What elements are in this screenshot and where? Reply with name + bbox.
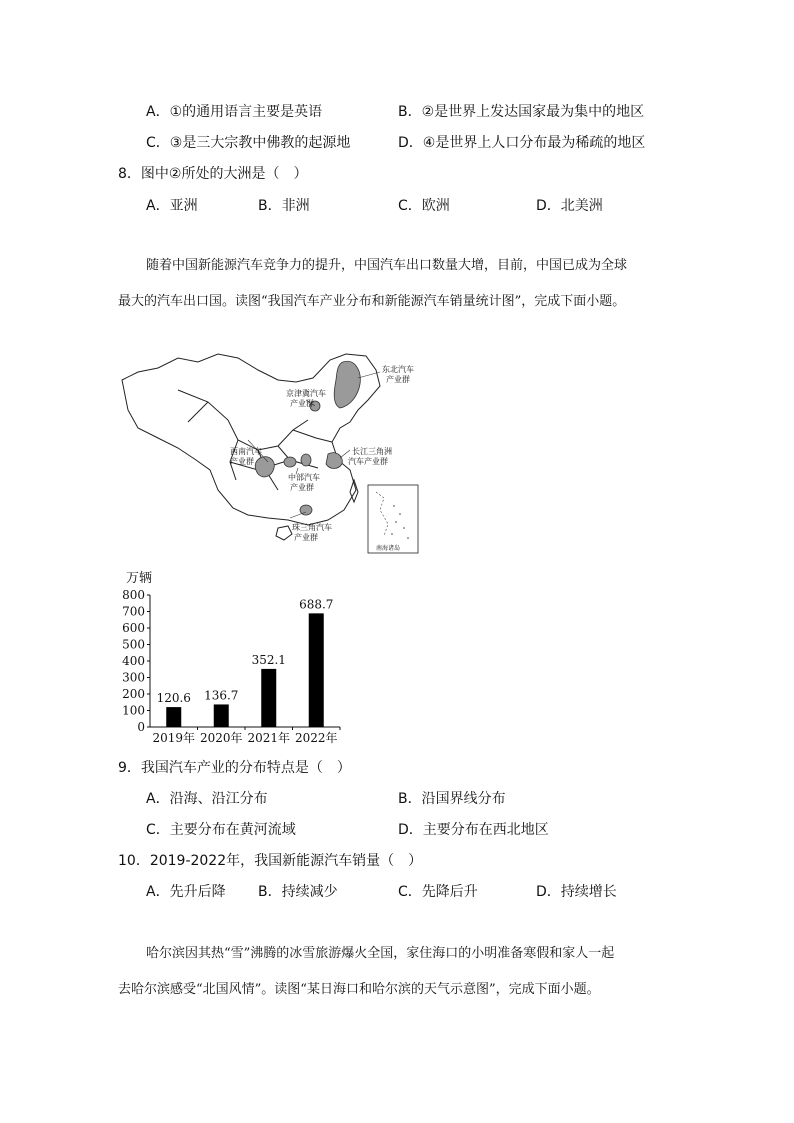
passage-1-line-2: 最大的汽车出口国。读图“我国汽车产业分布和新能源汽车销量统计图”，完成下面小题。: [118, 294, 626, 309]
q7-option-b: B．②是世界上发达国家最为集中的地区: [398, 104, 645, 120]
xinan-cluster: [255, 457, 274, 477]
q7-option-a: A．①的通用语言主要是英语: [146, 104, 323, 120]
q10-option-d: D．持续增长: [536, 884, 617, 900]
q8-option-b: B．非洲: [258, 198, 310, 214]
q8-option-a: A．亚洲: [146, 198, 198, 214]
chart-bars: [166, 613, 324, 727]
map-label-changjiang-1: 长江三角洲: [352, 447, 392, 456]
changjiang-cluster: [326, 453, 342, 469]
hainan-island: [276, 526, 292, 540]
y-tick-label: 700: [122, 604, 145, 619]
y-tick-label: 300: [122, 670, 145, 685]
q7-option-d: D．④是世界上人口分布最为稀疏的地区: [398, 135, 646, 151]
bar-2019年: [166, 707, 181, 727]
bar-value-label: 120.6: [156, 691, 191, 706]
chart-unit-label: 万辆: [126, 571, 153, 586]
x-tick-label: 2021年: [247, 731, 291, 745]
y-tick-label: 100: [122, 703, 145, 718]
bar-value-label: 688.7: [299, 597, 334, 612]
passage-1-line-1: 随着中国新能源汽车竞争力的提升，中国汽车出口数量大增，目前，中国已成为全球: [146, 258, 628, 273]
passage-2: [118, 936, 678, 1008]
map-label-dongbei-1: 东北汽车: [382, 365, 414, 374]
q10-stem: 10．2019-2022年，我国新能源汽车销量（ ）: [118, 853, 423, 869]
map-label-zhusanjiao-2: 产业群: [294, 533, 318, 542]
map-label-dongbei-2: 产业群: [386, 375, 410, 384]
q9-option-d: D．主要分布在西北地区: [398, 822, 549, 838]
q8-stem: 8．图中②所处的大洲是（ ）: [118, 166, 308, 182]
chart-value-labels: [157, 597, 334, 705]
y-tick-label: 800: [122, 588, 145, 602]
passage-2-line-2: 去哈尔滨感受“北国风情”。读图“某日海口和哈尔滨的天气示意图”，完成下面小题。: [118, 982, 600, 997]
q8-option-c: C．欧洲: [398, 198, 450, 214]
bar-value-label: 136.7: [204, 688, 239, 703]
chart-x-labels: [152, 727, 340, 745]
map-label-zhusanjiao-1: 珠三角汽车: [292, 523, 332, 532]
y-tick-label: 0: [137, 720, 145, 734]
map-label-xinan-1: 西南汽车: [230, 447, 262, 456]
inset-label: 南海诸岛: [376, 545, 401, 552]
zhongbu-cluster-1: [284, 457, 296, 467]
map-label-xinan-2: 产业群: [230, 457, 254, 466]
dongbei-cluster: [334, 361, 360, 408]
south-china-sea-inset: [368, 485, 418, 553]
passage-1: [118, 248, 678, 320]
q8-option-d: D．北美洲: [536, 198, 603, 214]
q9-stem: 9．我国汽车产业的分布特点是（ ）: [118, 760, 351, 776]
y-tick-label: 400: [122, 654, 145, 668]
q9-option-b: B．沿国界线分布: [398, 791, 506, 807]
bar-2020年: [214, 704, 229, 727]
y-tick-label: 600: [122, 621, 145, 635]
q10-option-a: A．先升后降: [146, 884, 226, 900]
q9-option-c: C．主要分布在黄河流域: [146, 822, 296, 838]
q10-option-b: B．持续减少: [258, 884, 338, 900]
passage-2-line-1: 哈尔滨因其热“雪”沸腾的冰雪旅游爆火全国，家住海口的小明准备寒假和家人一起: [146, 946, 615, 961]
x-tick-label: 2019年: [152, 731, 196, 745]
map-label-changjiang-2: 汽车产业群: [348, 457, 388, 466]
map-label-zhongbu-1: 中部汽车: [288, 473, 320, 482]
zhongbu-cluster-2: [301, 454, 311, 466]
y-tick-label: 200: [122, 687, 145, 701]
q7-option-c: C．③是三大宗教中佛教的起源地: [146, 135, 351, 151]
china-auto-industry-map: [118, 350, 438, 560]
chart-y-ticks: [122, 588, 150, 734]
bar-2022年: [309, 613, 324, 727]
y-tick-label: 500: [122, 637, 145, 652]
nev-sales-bar-chart: [118, 565, 358, 750]
bar-2021年: [261, 669, 276, 727]
x-tick-label: 2022年: [294, 731, 338, 745]
x-tick-label: 2020年: [199, 731, 243, 745]
q10-option-c: C．先降后升: [398, 884, 478, 900]
map-label-zhongbu-2: 产业群: [290, 483, 314, 492]
bar-value-label: 352.1: [251, 652, 286, 667]
map-label-jingjinji-2: 产业群: [290, 399, 314, 408]
q9-option-a: A．沿海、沿江分布: [146, 791, 268, 807]
map-label-jingjinji-1: 京津冀汽车: [286, 389, 326, 398]
